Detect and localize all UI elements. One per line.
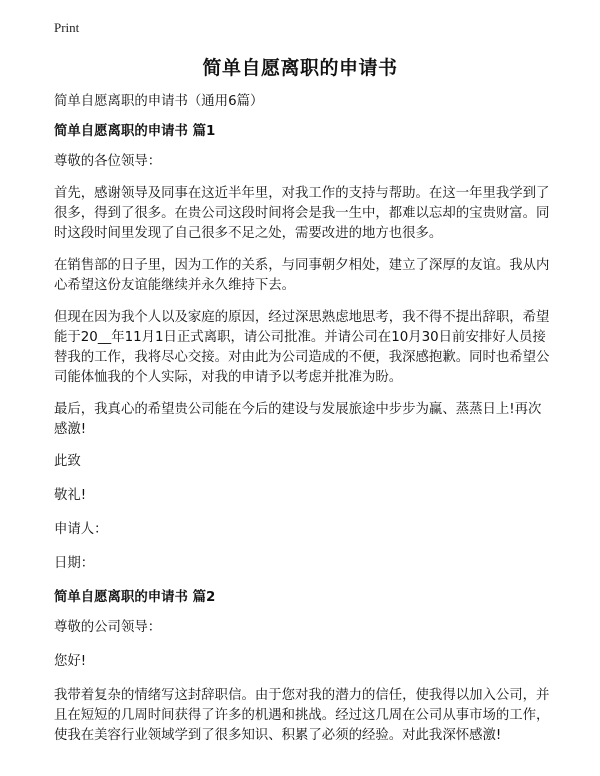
section2-salutation: 您好! — [54, 654, 87, 669]
document-title: 简单自愿离职的申请书 — [202, 57, 398, 79]
section1-date: 日期： — [54, 556, 95, 571]
document-subtitle: 简单自愿离职的申请书（通用6篇） — [54, 94, 264, 109]
section2-greeting: 尊敬的公司领导： — [54, 620, 162, 635]
section1-paragraph-4: 最后，我真心的希望贵公司能在今后的建设与发展旅途中步步为赢、蒸蒸日上!再次感激! — [54, 402, 542, 437]
document-body — [54, 92, 554, 758]
section2-heading: 简单自愿离职的申请书 篇2 — [54, 590, 216, 605]
section1-greeting: 尊敬的各位领导： — [54, 154, 162, 169]
section1-closing-2: 敬礼! — [54, 488, 87, 503]
section2-paragraph-1: 我带着复杂的情绪写这封辞职信。由于您对我的潜力的信任，使我得以加入公司，并且在短短的几周时间获得了许多的机遇和挑战。经过这几周在公司从事市场的工作，使我在美容行业领域学到了很多知识、积累了必须的经验。对此我深怀感激! — [54, 688, 550, 743]
section1-paragraph-3: 但现在因为我个人以及家庭的原因，经过深思熟虑地思考，我不得不提出辞职，希望能于20__年11月1日正式离职，请公司批准。并请公司在10月30日前安排好人员接替我的工作，我将尽心交接。对由此为公司造成的不便，我深感抱歉。同时也希望公司能体恤我的个人实际，对我的申请予以考虑并批准为盼。 — [54, 310, 550, 385]
section1-applicant: 申请人： — [54, 522, 108, 537]
section1-paragraph-2: 在销售部的日子里，因为工作的关系，与同事朝夕相处，建立了深厚的友谊。我从内心希望这份友谊能继续并永久维持下去。 — [54, 258, 550, 293]
section1-paragraph-1: 首先，感谢领导及同事在这近半年里，对我工作的支持与帮助。在这一年里我学到了很多，得到了很多。在贵公司这段时间将会是我一生中，都难以忘却的宝贵财富。同时这段时间里发现了自己很多不足之处，需要改进的地方也很多。 — [54, 186, 550, 241]
section1-heading: 简单自愿离职的申请书 篇1 — [54, 124, 216, 139]
section1-closing-1: 此致 — [54, 454, 81, 469]
print-link[interactable]: Print — [54, 20, 80, 35]
